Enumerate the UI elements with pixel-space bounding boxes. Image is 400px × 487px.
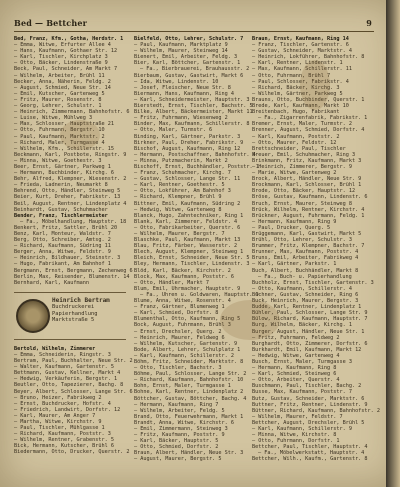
- directory-entry: – Gustav, Schlosser, Lange Str. 11: [134, 176, 241, 183]
- advertisement: [14, 292, 126, 340]
- directory-entry: – August, Schmied, Neue Str. 14: [14, 84, 111, 91]
- directory-entry: – Georg, Lehrer, Schulstr. 1: [14, 103, 102, 110]
- directory-entry: – Fa., Zigarrenfabrik, Fabrikstr. 1: [258, 115, 368, 122]
- directory-entry: Brede, Karl, Kaufmann, Markt 10: [252, 103, 349, 110]
- directory-entry: Beyer, Albert, Schlosser, Lange Str. 6: [14, 388, 133, 395]
- directory-entry: Beck, Paul, Schneider, Am Markt 7: [14, 66, 118, 73]
- directory-entry: Bley, Hermann, Tischler, Lindenstr. 3: [134, 261, 250, 268]
- directory-entry: Bilke, Albert, Bäckermeister, Markt 11: [134, 109, 253, 116]
- directory-entry: – Fritz, Fuhrmann, Wiesenweg 2: [134, 115, 228, 122]
- directory-entry: – Fritz, Fuhrmann, Feldweg 2: [252, 334, 340, 341]
- directory-entry: – Paul, Drucker, Querg. 5: [252, 224, 331, 231]
- directory-entry: – Hermann, Kaufmann, Ring 8: [252, 365, 337, 372]
- directory-entry: Burghardt, Otto, Zimmerer, Dorfstr. 6: [252, 340, 368, 347]
- directory-entry: Bröse, Gustav, Kaufmann, Lindenstr. 6: [252, 194, 368, 201]
- directory-entry: Bruns, Emil, Arbeiter, Fabrikweg 4: [252, 255, 359, 262]
- directory-entry: Biermann, Hans, Kaufmann, Ring 4: [134, 90, 234, 97]
- directory-entry: Bed, Franz, Kfm., Gotha, Herdstr. 1: [14, 36, 124, 42]
- directory-entry: – Hedwig, Witwe, Gartenweg 4: [252, 352, 340, 359]
- advertisement-line: Papierhandlung: [52, 310, 98, 317]
- directory-entry: Butz, Gustav, Schneider, Marktstr. 6: [252, 395, 365, 402]
- advertiser-name: Heinrich Bertram: [52, 296, 110, 304]
- directory-entry: – Hermann, Buchbinder, Kirchg. 6: [14, 170, 114, 177]
- directory-entry: – Karl, Kaufmann, Schillerstr. 9: [252, 426, 352, 432]
- directory-entry: Binding, Karl, Gärtner, Parkstr. 3: [134, 133, 241, 140]
- directory-entry: Bettcher, August, Drechsler, Brühl 5: [252, 419, 365, 426]
- directory-entry: – Heinrich, Lokführer, Bahnhofstr. 8: [252, 54, 365, 61]
- directory-entry: – Ernst, Buchdrucker, Hofstr. 4: [14, 400, 111, 407]
- directory-entry: – Paul, Kaufmann, Marktstr. 2: [14, 133, 105, 140]
- directory-entry: Büttner, Richard, Kaufmann, Bahnhofstr. 2: [252, 407, 381, 414]
- directory-entry: – Karl, Gärtner, Parkstr. 1: [252, 261, 337, 268]
- directory-entry: Brenner, August, Schmied, Dorfstr. 4: [252, 127, 365, 134]
- directory-entry: – Karl, Rentner, Goethestr. 5: [134, 182, 225, 189]
- directory-entry: – Heinrich, Zimmerer, Bergstr. 9: [252, 163, 352, 170]
- page-header: [14, 18, 372, 32]
- directory-entry: Böhm, Fritz, Schneider, Marktstr. 8: [134, 358, 244, 365]
- paper-stain: [60, 120, 100, 150]
- directory-entry: – Karl, Bäcker, Hauptstr. 5: [134, 438, 219, 445]
- directory-entry: Buck, Heinrich, Maurer, Bergstr. 3: [252, 298, 359, 305]
- directory-entry: Beer, Ernst, Gärtner, Parkweg 1: [14, 163, 111, 170]
- directory-entry: – Fa., Buch- u. Papierhandlung: [258, 273, 352, 280]
- directory-entry: Bierstedt, Ernst, Tischler, Bachstr. 5: [134, 103, 253, 110]
- directory-entry: Bock, August, Fuhrmann, Brühl 3: [134, 322, 231, 329]
- directory-entry: Benz, Karl, Monteur, Waldstr. 7: [14, 231, 111, 237]
- directory-entry: – Karl, Schneidermeister, Hauptstr. 3: [134, 96, 250, 103]
- directory-entry: Blumenthal, Otto, Kaufmann, Ring 5: [134, 316, 241, 323]
- directory-entry: Birkner, Paul, Dreher, Fabrikstr. 9: [134, 139, 244, 146]
- directory-entry: – Fritz, Kaufmann, Poststr. 9: [134, 432, 225, 439]
- directory-entry: Brüggemann, Karl, Gastwirt, Markt 5: [252, 231, 362, 237]
- directory-entry: – Wilhelm, Maurer, Bergstr. 7: [134, 231, 225, 237]
- directory-entry: – Otto, Lokführer, Am Bahnhof 3: [134, 188, 231, 195]
- directory-entry: Brühl, Otto, Lehrer, Schulstr. 3: [252, 237, 352, 244]
- directory-entry: Brunner, Max, Kaufmann, Poststr. 4: [252, 249, 359, 256]
- directory-entry: – Franz, Gärtner, Blumenweg 1: [134, 304, 225, 311]
- directory-entry: Beier, Kurt, Dreher, Fabrikstr. 13: [14, 194, 121, 201]
- directory-entry: Buchholz, Ernst, Tischler, Gartenstr. 3: [252, 279, 374, 286]
- directory-entry: – Otto, Fuhrmann, Bergstr. 10: [14, 127, 105, 134]
- directory-entry: Bernhard, Karl, Kaufmann: [14, 279, 89, 286]
- directory-entry: Bühler, Paul, Schlosser, Lange Str. 9: [252, 310, 368, 317]
- directory-entry: Bülow, Richard, Kaufmann, Hauptstr. 7: [252, 316, 368, 323]
- directory-entry: – Franz, Schuhmacher, Kirchg. 7: [134, 170, 231, 177]
- directory-entry: Bruch, Ernst, Maurer, Steinweg 8: [252, 200, 352, 207]
- directory-entry: – Karl, Kaufmann, Schillerstr. 2: [134, 352, 234, 359]
- directory-entry: Busse, Max, Kaufmann, Poststr. 7: [252, 389, 352, 396]
- directory-entry: – Luise, Witwe, Mühlweg 3: [14, 115, 93, 122]
- paper-stain: [220, 300, 280, 340]
- directory-entry: Brockmann, Karl, Schlosser, Brühl 1: [252, 182, 362, 189]
- directory-entry: – Otto, Arbeiter, Querstr. 4: [252, 377, 340, 384]
- directory-entry: Büchner, Gustav, Schneider, Ring 6: [252, 291, 359, 298]
- directory-entry: Brück, Wilhelm, Rentner, Kirchstr. 4: [252, 206, 365, 213]
- directory-entry: Breuer, Emil, Schuhmacher, Ring 3: [252, 151, 356, 158]
- directory-entry: – Max, Kaufmann, Schillerstr. 11: [252, 66, 352, 73]
- directory-entry: – Otto, Händler, Markt 7: [134, 279, 209, 286]
- directory-entry: Bode, Albert, Lehrer, Schulplatz 1: [134, 346, 241, 353]
- directory-entry: Budde, Karl, Rentner, Lindenplatz 1: [252, 304, 362, 311]
- directory-entry: – Fa., Uhren u. Goldwaren, Hauptstr. 9: [140, 291, 259, 298]
- paper-stain: [300, 60, 330, 110]
- directory-entry: Bertram, Paul, Buchhalter, Neue Str. 2: [14, 358, 133, 365]
- directory-entry: Bettcher, Wilh., Kaufm., Gartenstr. 8: [252, 456, 368, 463]
- directory-entry: – Heinrich, Maurer, Feldweg 6: [134, 334, 225, 341]
- directory-entry: Buch, Albert, Buchhändler, Markt 8: [252, 267, 359, 274]
- directory-entry: – Wilhelm, Rentner, Grabenstr. 5: [14, 437, 114, 444]
- directory-entry: Blanck, Hugo, Zahntechniker, Ring 1: [134, 212, 244, 219]
- directory-entry: – Frieda, Ladnerin, Neumarkt 8: [14, 182, 108, 189]
- directory-entry: Bittner, Emil, Kaufmann, Südring 2: [134, 200, 241, 207]
- directory-entry: Bienert, Emil, Arbeiter, Feldg. 3: [134, 54, 238, 61]
- directory-entry: Braun, Ernst, Kaufmann, Ring 14: [252, 36, 349, 42]
- directory-entry: Berger, Anna, Witwe, Feldstr. 9: [14, 249, 111, 256]
- directory-entry: – Fa., Möbelwerkstatt, Hauptstr. 4: [258, 450, 365, 457]
- directory-entry: – Hans, Kaufmann, Gothaer Str. 12: [14, 48, 118, 55]
- advertisement-line: Buchdruckerei: [52, 304, 95, 311]
- directory-entry: – Hugo, Fabrikant, Am Bahnhof 1: [14, 261, 111, 268]
- directory-entry: Behrend, Otto, Händler, Steinweg 5: [14, 188, 121, 195]
- directory-entry: Binder, Max, Kaufmann, Schillerstr. 8: [134, 121, 250, 128]
- directory-entry: – Minna, Witwe, Goethestr. 3: [14, 157, 102, 164]
- directory-entry: – Emil, Zimmermann, Steinweg 3: [134, 426, 228, 432]
- column-2: [134, 36, 259, 476]
- directory-entry: – Paul, Schlosser, Fabrikstr. 4: [252, 78, 349, 85]
- directory-entry: – Josef, Fleischer, Neue Str. 8: [134, 84, 231, 91]
- directory-entry: – Paul, Tischler, Mühlgasse 1: [14, 425, 105, 432]
- directory-entry: Behr, Alfred, Klempner, Wiesenstr. 2: [14, 176, 127, 183]
- directory-entry: Breitenbach, Hugo, Fabrikant: [252, 109, 340, 116]
- directory-entry: – Wilhelm, Kutscher, Gartenstr. 9: [134, 340, 238, 347]
- advertisement-text: [52, 298, 124, 324]
- directory-entry: – August, Maurer, Bergstr. 5: [134, 456, 222, 463]
- directory-entry: Brode, Otto, Bäcker, Hauptstr. 12: [252, 188, 356, 195]
- directory-entry: – Karl, Rentner, Lindenstr. 1: [252, 60, 343, 67]
- directory-entry: Beil, August, Rentner, Lindenplatz 4: [14, 200, 127, 207]
- directory-entry: – Richard, Kaufmann, Südring 11: [14, 243, 111, 250]
- directory-entry: – Richard, Klempner, Brühl 9: [134, 194, 222, 201]
- directory-entry: – Otto, Bäcker, Lindenstraße 9: [14, 60, 108, 67]
- directory-entry: – Gustav, Schneider, Marktstr. 4: [252, 48, 352, 55]
- directory-entry: – Martha, Witwe, Kirchstr. 9: [14, 418, 102, 425]
- directory-entry: Böhme, Paul, Schlosser, Lange Str. 2: [134, 371, 247, 378]
- directory-entry: Beutler, Otto, Tapezierer, Bachg. 8: [14, 382, 124, 389]
- directory-entry: – Franz, Tischler, Gartenstr. 6: [252, 42, 349, 49]
- directory-entry: – Fa., Möbelhandlung, Hauptstr. 18: [20, 218, 127, 225]
- directory-entry: Beinhardt, Gustav, Schuhmacher: [14, 206, 108, 213]
- directory-entry: Benkert, Fritz, Sattler, Brühl 20: [14, 224, 118, 231]
- directory-entry: – Minna, Witwe, Kirchstr. 8: [252, 432, 337, 439]
- directory-entry: Blum, Emil, Uhrmacher, Hauptstr. 9: [134, 285, 241, 292]
- directory-entry: – Walter, Kaufmann, Gartenstr. 5: [14, 364, 114, 371]
- directory-entry: – Bruno, Heizer, Fabrikweg 2: [14, 394, 102, 401]
- directory-entry: – Wilhelm, Kfm., Schillerstr. 15: [14, 145, 114, 152]
- directory-entry: – Otto, Fabrikarbeiter, Querstr. 6: [134, 224, 241, 231]
- directory-entry: Brock, Albert, Händler, Neue Str. 9: [252, 176, 362, 183]
- directory-entry: – Wilhelm, Maurer, Feldstr. 7: [252, 413, 343, 420]
- directory-entry: – Wilhelm, Gärtner, Parkweg 5: [252, 90, 343, 97]
- directory-entry: – Otto, Maurer, Feldstr. 12: [252, 139, 337, 146]
- directory-entry: – Wilhelm, Arbeiter, Feldg. 5: [134, 407, 225, 414]
- directory-entry: – Minna, Putzmacherin, Markt 2: [134, 157, 228, 164]
- directory-entry: Bertold, Wilhelm, Zimmerer: [14, 345, 96, 352]
- directory-entry: Blau, Fritz, Färber, Wasserstr. 2: [134, 243, 238, 250]
- directory-entry: – Otto, Fuhrmann, Dorfstr. 1: [252, 438, 340, 445]
- directory-entry: Bremer, Ernst, Maler, Turmstr. 2: [252, 121, 352, 128]
- directory-entry: – Paul, Kaufmann, Marktplatz 9: [134, 42, 228, 49]
- page-title: Bed — Bettcher: [14, 18, 88, 28]
- directory-entry: Blank, Karl, Zimmerer, Feldstr. 4: [134, 218, 238, 225]
- directory-entry: Brummer, Fritz, Klempner, Bachstr. 7: [252, 243, 365, 250]
- directory-entry: – Fritz, Maurer, Rosenstr. 8: [14, 96, 102, 103]
- directory-entry: Buschmann, Paul, Tischler, Bachg. 2: [252, 383, 362, 390]
- directory-entry: – Emil, Kutscher, Gartenweg 5: [14, 90, 105, 97]
- directory-entry: – Hedwig, Verkäuferin, Bergstr. 1: [14, 376, 118, 383]
- directory-entry: – Ida, Witwe, Lindenstr. 10: [134, 78, 219, 85]
- directory-entry: – Richard, Kaufmann, Poststr. 3: [14, 431, 111, 438]
- directory-entry: – Hedwig, Witwe, Gartenweg 8: [134, 206, 222, 213]
- directory-entry: – Emma, Schneiderin, Ringstr. 3: [14, 351, 111, 358]
- directory-entry: Bierbaum, Gustav, Gastwirt, Markt 6: [134, 72, 244, 79]
- directory-entry: – Hermann, Kaufmann, Ring 9: [252, 218, 337, 225]
- directory-entry: – Wilhelm, Arbeiter, Brühl 11: [14, 72, 105, 79]
- directory-entry: – Karl, Kaufmann, Poststr. 2: [252, 133, 340, 140]
- directory-entry: Block, Max, Kaufmann, Poststr. 6: [134, 273, 234, 280]
- directory-entry: – Heinrich, Zimmermann, Bahnhofstr. 6: [14, 109, 130, 116]
- directory-entry: Beckmann, Karl, Postbote, Ringstr. 9: [14, 151, 127, 158]
- directory-entry: – Emma, Witwe, Erfurter Allee 4: [14, 42, 111, 49]
- directory-entry: – Otto, Kaufmann, Schillerstr. 4: [252, 285, 352, 292]
- header-rule: [14, 31, 374, 32]
- directory-entry: Bischoff, Ernst, Buchhändler, Poststr. 1: [134, 163, 259, 170]
- directory-entry: Bier, Karl, Böttcher, Gartenstr. 1: [134, 60, 241, 67]
- directory-entry: – Fa., Bierbrauerei, Brauhausstr. 2: [140, 66, 250, 73]
- directory-entry: Bleich, Ernst, Schneider, Neue Str. 5: [134, 255, 250, 262]
- directory-entry: Bielfeld, Otto, Lehrer, Schulstr. 7: [134, 36, 244, 42]
- directory-entry: Blech, August, Klempner, Steinweg 1: [134, 249, 244, 256]
- directory-entry: Becker, Anna, Näherin, Feldg. 2: [14, 78, 111, 85]
- directory-entry: Burg, Wilhelm, Bäcker, Kirchg. 1: [252, 322, 352, 329]
- directory-entry: – Richard, Kaufmann, Bahnhofstr. 10: [134, 377, 244, 384]
- directory-entry: Brauns, Otto, Buchbinder, Querstr. 1: [252, 96, 365, 103]
- directory-entry: – Otto, Fuhrmann, Brühl 7: [252, 72, 331, 79]
- directory-entry: Busch, Ernst, Maler, Turmgasse 3: [252, 358, 352, 365]
- directory-entry: Blume, Anna, Witwe, Rosenstr. 4: [134, 298, 231, 305]
- directory-entry: – Otto, Tischler, Bachstr. 3: [134, 365, 222, 372]
- directory-entry: Bischof, August, Kaufmann, Ring 12: [134, 145, 241, 152]
- directory-entry: – Hermann, Postschaffner, Bahnhofstr. 4: [134, 151, 256, 158]
- directory-entry: Berlin, Max, Reisender, Blumenstr. 14: [14, 273, 130, 280]
- directory-entry: Bick, Hermann, Kutscher, Brühl 6: [14, 443, 114, 450]
- seal-icon: [16, 299, 50, 333]
- directory-entry: – Ernst, Drechsler, Querg. 2: [134, 328, 222, 335]
- directory-entry: – Karl, Maurer, Am Anger 7: [14, 412, 96, 419]
- directory-entry: – Karl, Schmied, Dorfstr. 8: [134, 310, 219, 317]
- directory-entry: Burkhardt, Emil, Kaufmann, Markt 12: [252, 346, 362, 353]
- directory-entry: Brückner, August, Fuhrmann, Feldg. 1: [252, 212, 365, 219]
- directory-entry: – Richard, Bäcker, Kirchg. 3: [252, 84, 340, 91]
- advertisement-line: Marktstraße 5: [52, 317, 95, 324]
- page-edge: [386, 0, 400, 487]
- directory-entry: Biedermann, Otto, Drucker, Querstr. 2: [14, 449, 130, 456]
- directory-entry: – Otto, Maler, Turmstr. 6: [134, 127, 213, 134]
- directory-entry: Blöd, Karl, Bäcker, Kirchstr. 2: [134, 267, 231, 274]
- directory-entry: – Marie, Witwe, Gartenweg 2: [252, 170, 337, 177]
- directory-entry: Bohn, Ernst, Maler, Turmgasse 1: [134, 383, 231, 390]
- directory-entry: Brand, Otto, Feuerwehrmann, Markt 1: [134, 413, 244, 420]
- directory-entry: Brandt, Anna, Witwe, Kirchstr. 6: [134, 419, 234, 426]
- directory-entry: Bettcher, Paul, Tischler, Hauptstr. 4: [252, 444, 368, 451]
- directory-entry: – Karl, Schmied, Steinweg 6: [252, 371, 337, 378]
- directory-entry: Burger, August, Händler, Neue Str. 1: [252, 328, 365, 335]
- directory-entry: – Hermann, Kaufmann, Ring 7: [134, 401, 219, 408]
- directory-entry: Braun, Albert, Händler, Neue Str. 3: [134, 450, 244, 457]
- directory-entry: Blaschke, Paul, Kaufmann, Markt 13: [134, 237, 241, 244]
- directory-entry: Berg, Otto, Schreiber, Amtsg. 2: [14, 237, 111, 244]
- directory-entry: Bender, Franz, Tischlermeister: [14, 212, 108, 219]
- directory-entry: – Heinrich, Bildhauer, Steinstr. 3: [14, 255, 121, 262]
- directory-entry: – Richard, Maler, Turmgasse 4: [14, 139, 105, 146]
- directory-entry: Bettmann, Gustav, Kellner, Markt 4: [14, 370, 121, 377]
- directory-entry: Bergmann, Ernst, Bergmann, Zechenweg 6: [14, 267, 133, 274]
- directory-entry: – Wilhelm, Maurer, Steinweg 14: [134, 48, 228, 55]
- directory-entry: Bohne, Karl, Rentner, Lindenplatz 2: [134, 389, 244, 396]
- directory-entry: – Friedrich, Landwirt, Dorfstr. 12: [14, 406, 121, 413]
- directory-entry: Buttner, Fritz, Rentner, Lindenstr. 9: [252, 401, 368, 408]
- directory-entry: Brinkmann, Fritz, Kaufmann, Markt 3: [252, 157, 362, 164]
- directory-entry: – Max, Schlosser, Hauptstraße 21: [14, 121, 114, 128]
- page-number: 9: [366, 18, 372, 28]
- directory-entry: Böttcher, Gustav, Böttcher, Bachg. 4: [134, 395, 247, 402]
- directory-entry: Brettschneider, Paul, Tischler: [252, 145, 346, 152]
- directory-entry: – Karl, Tischler, Kirchplatz 3: [14, 54, 108, 61]
- column-1: [14, 36, 133, 476]
- directory-entry: – Otto, Schmied, Dorfstr. 2: [134, 444, 219, 451]
